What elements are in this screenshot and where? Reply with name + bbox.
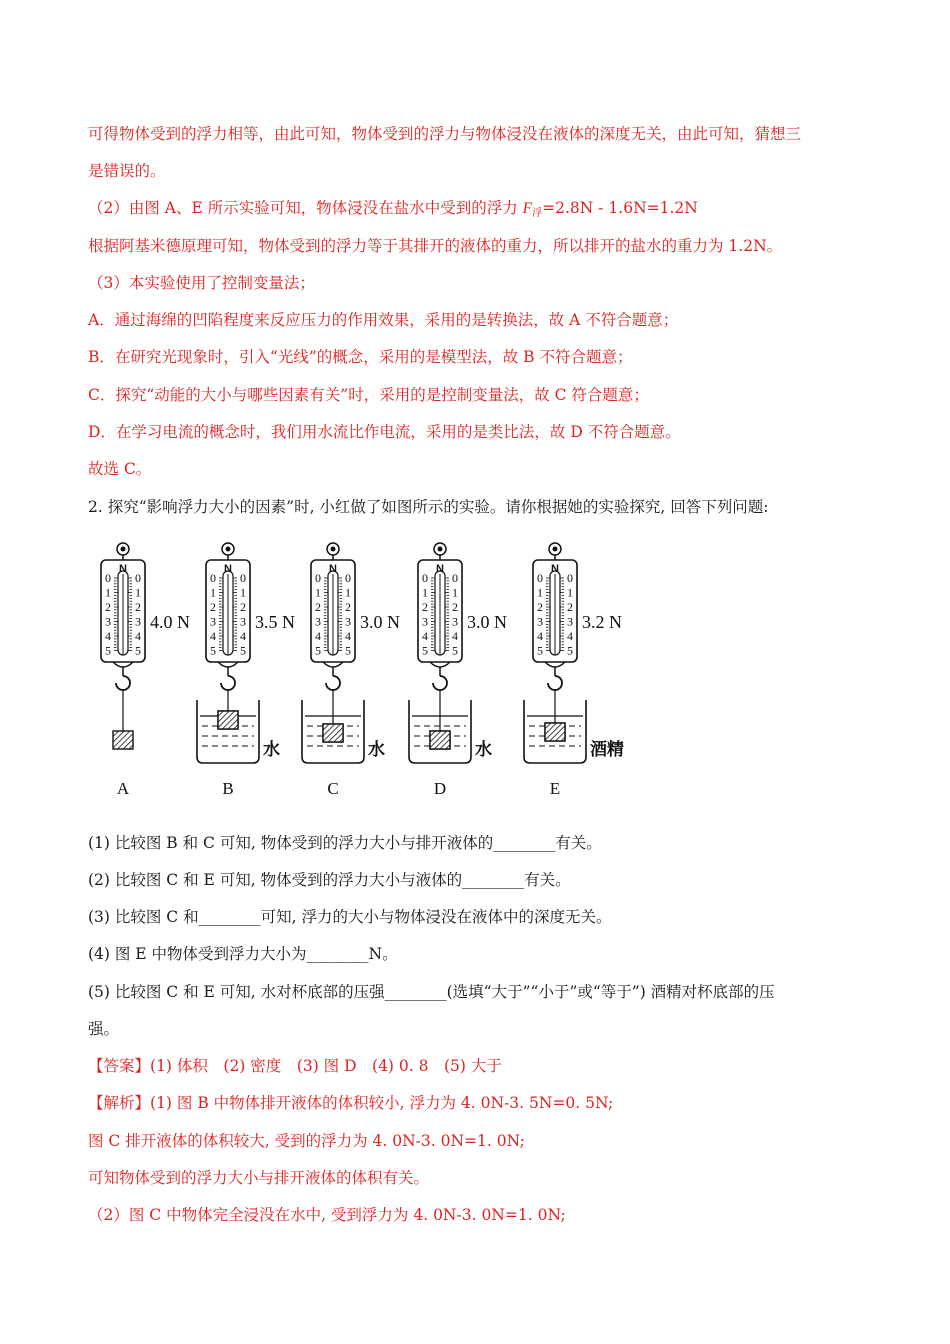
scale-number: 3 (240, 614, 246, 629)
scale-panel-B (197, 543, 295, 798)
block (430, 731, 450, 749)
question-item: (5) 比较图 C 和 E 可知, 水对杯底部的压强________(选填“大于”“小于”或“等于”) 酒精对杯底部的压 (88, 983, 775, 1001)
scale-panel-E (524, 543, 624, 798)
hook (221, 676, 235, 690)
question-item: (1) 比较图 B 和 C 可知, 物体受到的浮力大小与排开液体的________有关。 (88, 834, 602, 852)
scale-reading: 3.2 N (582, 612, 622, 632)
experiment-figure (96, 538, 636, 800)
scale-number: 4 (537, 629, 543, 643)
force-subscript: 浮 (532, 208, 543, 219)
scale-number: 4 (315, 629, 321, 643)
scale-reading: 3.5 N (255, 612, 295, 632)
unit-label: N (329, 563, 337, 575)
scale-number: 2 (345, 600, 351, 614)
text-segment: 1.6N=1.2N (608, 199, 698, 217)
question-item: 强。 (88, 1020, 120, 1038)
scale-number: 0 (452, 571, 458, 585)
scale-number: 2 (135, 600, 141, 614)
analysis-label: 【解析】 (88, 1094, 151, 1112)
top-ring-center (121, 547, 126, 552)
scale-number: 3 (422, 614, 428, 629)
scale-number: 4 (567, 629, 573, 643)
scale-number: 2 (315, 600, 321, 614)
block (545, 723, 565, 741)
scale-number: 1 (422, 585, 428, 600)
question-stem: 2. 探究“影响浮力大小的因素”时, 小红做了如图所示的实验。请你根据她的实验探究, 回答下列问题: (88, 498, 769, 516)
scale-number: 1 (345, 585, 351, 600)
scale-number: 2 (240, 600, 246, 614)
scale-panel-C (302, 543, 400, 798)
scale-number: 5 (315, 643, 321, 658)
question-item: (3) 比较图 C 和________可知, 浮力的大小与物体浸没在液体中的深度无关。 (88, 908, 612, 926)
liquid-label: 水 (263, 740, 280, 759)
block (218, 711, 238, 729)
scale-number: 3 (537, 614, 543, 629)
scale-number: 3 (315, 614, 321, 629)
scale-reading: 3.0 N (360, 612, 400, 632)
analysis-line: 图 C 排开液体的体积较大, 受到的浮力为 4. 0N-3. 0N=1. 0N; (88, 1132, 525, 1150)
analysis-line (88, 1093, 613, 1113)
scale-number: 3 (210, 614, 216, 629)
top-ring-center (438, 547, 443, 552)
scale-number: 3 (345, 614, 351, 629)
scale-reading: 4.0 N (150, 612, 190, 632)
question-item: (2) 比较图 C 和 E 可知, 物体受到的浮力大小与液体的________有关。 (88, 871, 571, 889)
unit-label: N (436, 563, 444, 575)
answer-line (88, 1056, 502, 1076)
scale-number: 5 (345, 643, 351, 658)
scale-number: 1 (105, 585, 111, 600)
scale-number: 1 (210, 585, 216, 600)
scale-number: 4 (210, 629, 216, 643)
scale-panel-A (101, 543, 190, 798)
unit-label: N (551, 563, 559, 575)
block (323, 724, 343, 742)
scale-number: 5 (422, 643, 428, 658)
scale-number: 0 (105, 571, 111, 585)
hook (116, 676, 130, 690)
text-line: 根据阿基米德原理可知，物体受到的浮力等于其排开的液体的重力，所以排开的盐水的重力为 1.2N。 (88, 237, 783, 255)
scale-number: 5 (105, 643, 111, 658)
unit-label: N (224, 563, 232, 575)
scale-number: 0 (315, 571, 321, 585)
scale-number: 0 (567, 571, 573, 585)
scale-number: 0 (240, 571, 246, 585)
scale-panel-D (409, 543, 507, 798)
panel-label: C (327, 779, 339, 798)
top-ring-center (331, 547, 336, 552)
experiment-diagram (96, 538, 636, 800)
unit-label: N (119, 563, 127, 575)
scale-number: 4 (105, 629, 111, 643)
top-ring-center (226, 547, 231, 552)
scale-number: 4 (452, 629, 458, 643)
text-line: 可得物体受到的浮力相等，由此可知，物体受到的浮力与物体浸没在液体的深度无关，由此可知，猜想三 (88, 125, 802, 143)
scale-number: 2 (105, 600, 111, 614)
scale-number: 5 (537, 643, 543, 658)
scale-number: 5 (210, 643, 216, 658)
text-line: D．在学习电流的概念时，我们用水流比作电流，采用的是类比法，故 D 不符合题意。 (88, 423, 681, 441)
minus-sign: - (593, 199, 609, 217)
scale-number: 2 (210, 600, 216, 614)
scale-number: 0 (210, 571, 216, 585)
scale-number: 4 (240, 629, 246, 643)
text-line: A．通过海绵的凹陷程度来反应压力的作用效果，采用的是转换法，故 A 不符合题意； (88, 311, 679, 329)
scale-number: 2 (422, 600, 428, 614)
scale-number: 2 (452, 600, 458, 614)
panel-label: A (116, 779, 130, 798)
text-line (88, 198, 698, 224)
scale-number: 4 (135, 629, 141, 643)
question-item: (4) 图 E 中物体受到浮力大小为________N。 (88, 945, 398, 963)
scale-number: 1 (452, 585, 458, 600)
scale-number: 0 (537, 571, 543, 585)
text-segment: =2.8N (542, 199, 594, 217)
liquid-label: 酒精 (590, 740, 624, 759)
panel-label: B (222, 779, 234, 798)
liquid-label: 水 (475, 740, 492, 759)
scale-number: 0 (422, 571, 428, 585)
hook (548, 676, 562, 690)
text-segment: （2）由图 A、E 所示实验可知，物体浸没在盐水中受到的浮力 (88, 199, 523, 217)
scale-number: 2 (567, 600, 573, 614)
scale-number: 3 (452, 614, 458, 629)
text-line: C．探究“动能的大小与哪些因素有关”时，采用的是控制变量法，故 C 符合题意； (88, 386, 649, 404)
scale-number: 1 (537, 585, 543, 600)
scale-number: 1 (567, 585, 573, 600)
scale-number: 4 (422, 629, 428, 643)
answer-label: 【答案】 (88, 1057, 151, 1075)
analysis-text: (1) 图 B 中物体排开液体的体积较小, 浮力为 4. 0N-3. 5N=0. 5N; (150, 1094, 614, 1112)
scale-number: 3 (567, 614, 573, 629)
text-line: 是错误的。 (88, 162, 166, 180)
scale-number: 4 (345, 629, 351, 643)
text-line: 故选 C。 (88, 460, 152, 478)
text-line: B．在研究光现象时，引入“光线”的概念，采用的是模型法，故 B 不符合题意； (88, 348, 633, 366)
top-ring-center (553, 547, 558, 552)
panel-label: E (549, 779, 561, 798)
scale-number: 3 (135, 614, 141, 629)
scale-number: 1 (315, 585, 321, 600)
answer-text: (1) 体积 (2) 密度 (3) 图 D (4) 0. 8 (5) 大于 (150, 1057, 502, 1075)
scale-number: 0 (345, 571, 351, 585)
text-line: （3）本实验使用了控制变量法； (88, 274, 315, 292)
scale-number: 5 (240, 643, 246, 658)
analysis-line: 可知物体受到的浮力大小与排开液体的体积有关。 (88, 1169, 430, 1187)
analysis-line: （2）图 C 中物体完全浸没在水中, 受到浮力为 4. 0N-3. 0N=1. 0N; (88, 1206, 566, 1224)
scale-number: 1 (135, 585, 141, 600)
scale-reading: 3.0 N (467, 612, 507, 632)
scale-number: 0 (135, 571, 141, 585)
panel-label: D (433, 779, 447, 798)
block (113, 731, 133, 749)
scale-number: 5 (135, 643, 141, 658)
scale-number: 5 (567, 643, 573, 658)
hook (326, 676, 340, 690)
liquid-label: 水 (368, 740, 385, 759)
scale-number: 3 (105, 614, 111, 629)
scale-number: 2 (537, 600, 543, 614)
hook (433, 676, 447, 690)
scale-number: 5 (452, 643, 458, 658)
scale-number: 1 (240, 585, 246, 600)
force-symbol: F (522, 200, 533, 217)
